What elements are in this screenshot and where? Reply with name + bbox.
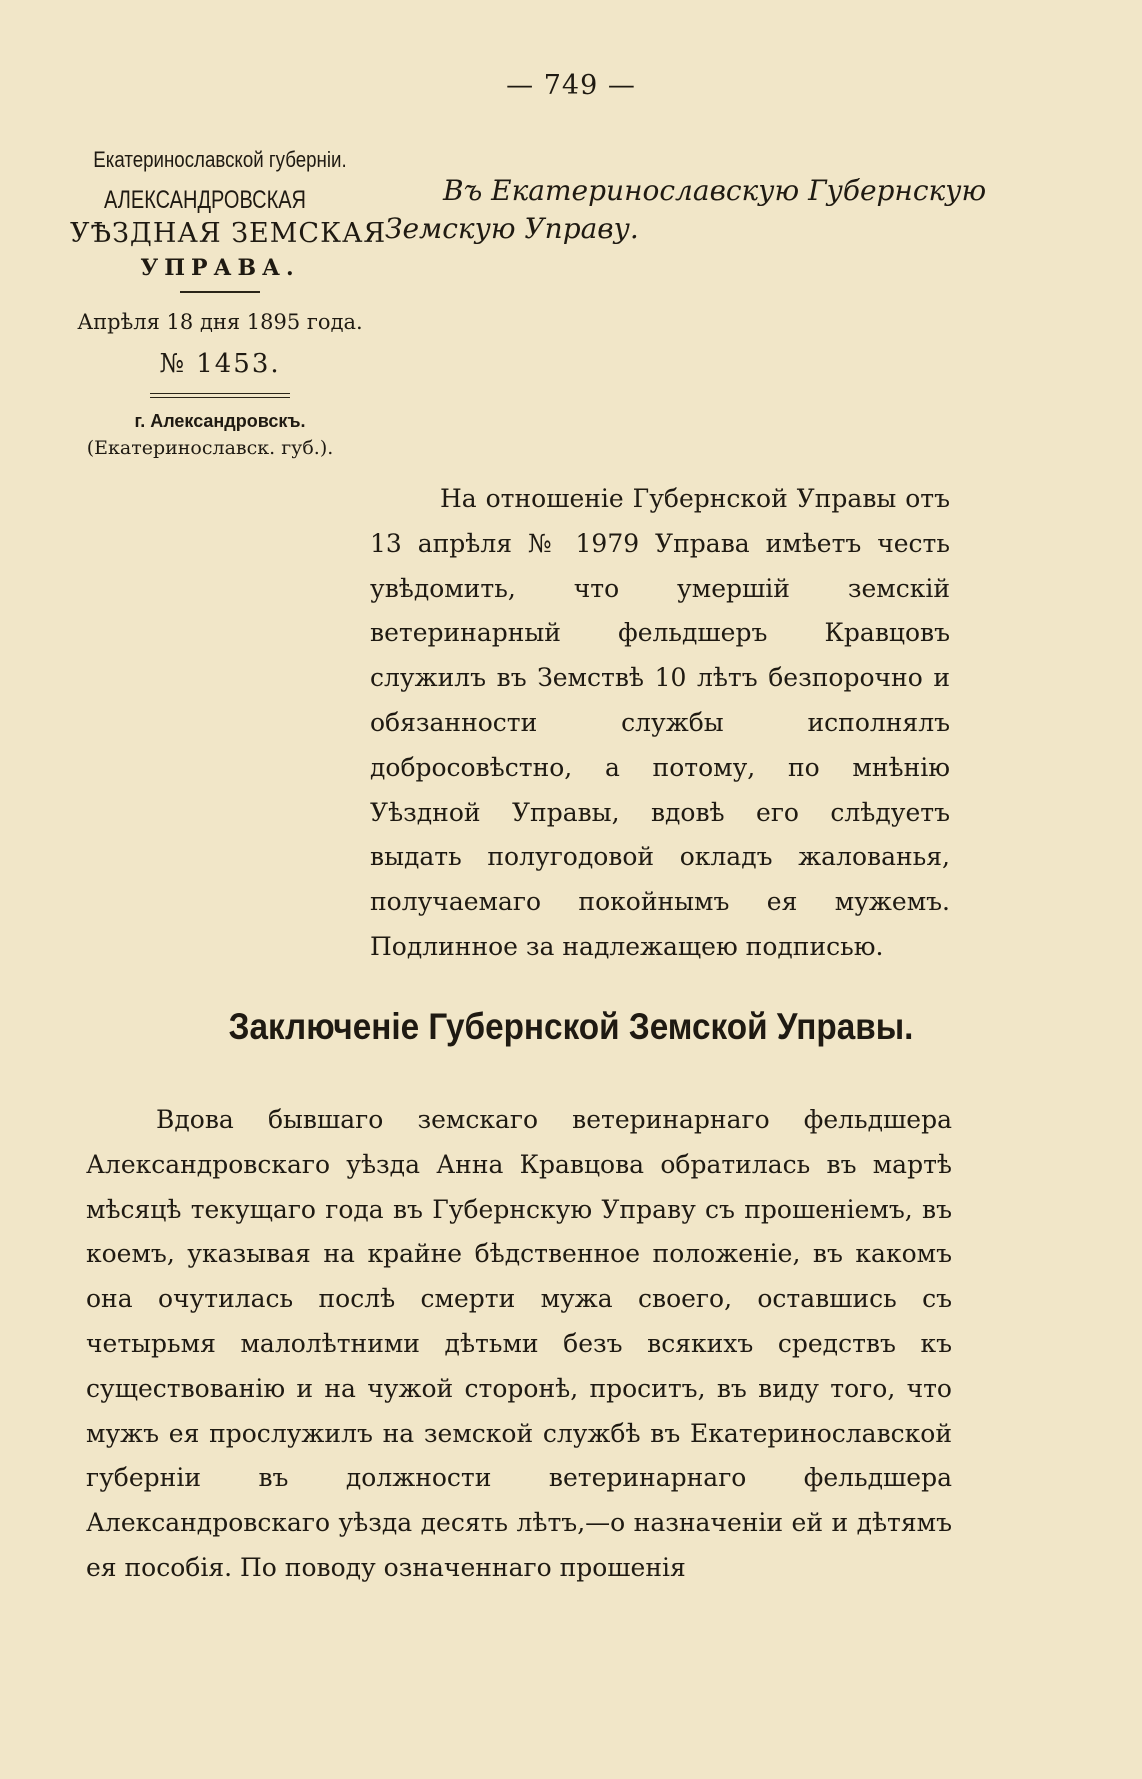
addressee-line-1: Въ Екатеринославскую Губернскую [443,174,987,207]
page-number: — 749 — [506,70,636,101]
conclusion-paragraph [86,1098,952,1591]
number-divider [150,393,290,398]
letter-number: № 1453. [159,349,281,379]
letter-body-text: На отношеніе Губернской Управы отъ 13 апрѣля № 1979 Управа имѣетъ честь увѣдомить, что умершій земскій ветеринарный фельдшеръ Кравцовъ служилъ въ Земствѣ 10 лѣтъ безпорочно и обязанности службы исполнялъ добросовѣстно, а потому, по мнѣнію Уѣздной Управы, вдовѣ его слѣдуетъ выдать полугодовой окладъ жалованья, получаемаго покойнымъ ея мужемъ. Подлинное за надлежащею подписью. [370,484,950,961]
letter-body [370,477,950,970]
section-heading: Заключеніе Губернской Земской Управы. [228,1006,914,1047]
addressee [385,172,987,248]
addressee-line-2: Земскую Управу. [385,212,639,245]
letterhead-alexandrovskaya: АЛЕКСАНДРОВСКАЯ [103,186,306,214]
letterhead [70,145,387,462]
conclusion-text: Вдова бывшаго земскаго ветеринарнаго фельдшера Александровскаго уѣзда Анна Кравцова обратилась въ мартѣ мѣсяцѣ текущаго года въ Губернскую Управу съ прошеніемъ, въ коемъ, указывая на крайне бѣдственное положеніе, въ какомъ она очутилась послѣ смерти мужа своего, оставшись съ четырьмя малолѣтними дѣтьми безъ всякихъ средствъ къ существованію и на чужой сторонѣ, проситъ, въ виду того, что мужъ ея прослужилъ на земской службѣ въ Екатеринославской губерніи въ должности ветеринарнаго фельдшера Александровскаго уѣзда десять лѣтъ,—о назначеніи ей и дѣтямъ ея пособія. По поводу означеннаго прошенія [86,1105,952,1582]
letterhead-gubernia: Екатеринославской губерніи. [93,147,347,172]
letterhead-divider [180,291,260,293]
letterhead-uprava: УПРАВА. [140,255,300,281]
letterhead-uezd: УѢЗДНАЯ ЗЕМСКАЯ [70,218,387,249]
letter-date: Апрѣля 18 дня 1895 года. [77,310,363,334]
letter-city-region: (Екатеринославск. губ.). [86,437,334,459]
letter-city: г. Александровскъ. [134,411,306,431]
